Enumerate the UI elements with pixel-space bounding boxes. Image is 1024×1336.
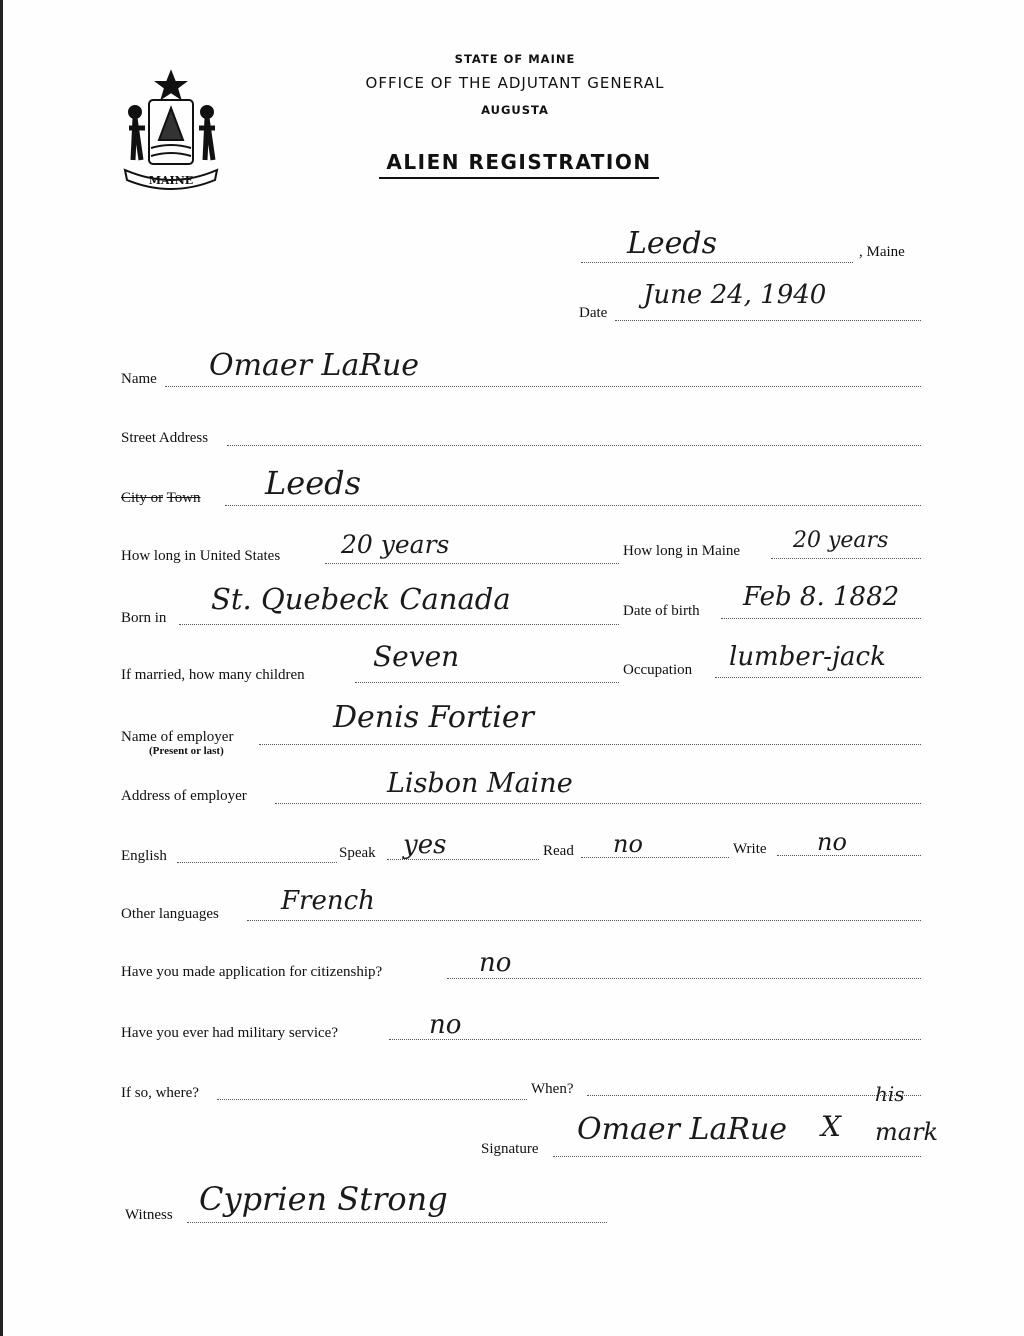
when-label: When? <box>531 1081 574 1097</box>
speak-label: Speak <box>339 845 376 861</box>
read-label: Read <box>543 843 574 859</box>
write-label: Write <box>733 841 767 857</box>
name-line <box>165 386 921 387</box>
born-in-value: St. Quebeck Canada <box>211 582 511 616</box>
occupation-value: lumber-jack <box>729 642 886 672</box>
date-of-birth-value: Feb 8. 1882 <box>743 582 900 612</box>
svg-text:MAINE: MAINE <box>148 174 194 187</box>
signature-mark-x: X <box>821 1110 841 1143</box>
how-long-maine-value: 20 years <box>793 528 889 553</box>
employer-sublabel: (Present or last) <box>149 745 224 757</box>
citizenship-value: no <box>479 948 512 978</box>
other-languages-value: French <box>281 886 375 916</box>
english-label: English <box>121 848 167 864</box>
read-line <box>581 857 729 858</box>
name-value: Omaer LaRue <box>209 348 420 383</box>
signature-mark-word: mark <box>875 1118 939 1146</box>
header-city: AUGUSTA <box>481 103 549 117</box>
form-title: ALIEN REGISTRATION <box>386 150 652 174</box>
place-suffix: , Maine <box>859 244 905 260</box>
military-value: no <box>429 1010 462 1040</box>
how-long-us-label: How long in United States <box>121 548 281 564</box>
header-state: STATE OF MAINE <box>454 52 576 66</box>
write-value: no <box>817 828 847 856</box>
employer-label: Name of employer <box>121 729 234 745</box>
write-line <box>777 855 921 856</box>
witness-label: Witness <box>125 1207 173 1223</box>
military-line <box>389 1039 921 1040</box>
header-office: OFFICE OF THE ADJUTANT GENERAL <box>365 74 665 92</box>
how-long-maine-label: How long in Maine <box>623 543 741 559</box>
date-of-birth-label: Date of birth <box>623 603 700 619</box>
place-line <box>581 262 853 263</box>
military-label: Have you ever had military service? <box>121 1025 338 1041</box>
if-so-where-label: If so, where? <box>121 1085 199 1101</box>
title-underline <box>379 177 659 179</box>
date-label: Date <box>579 305 608 321</box>
city-town-value: Leeds <box>265 464 362 502</box>
employer-address-label: Address of employer <box>121 788 247 804</box>
if-so-where-line <box>217 1099 527 1100</box>
signature-his: his <box>875 1082 905 1106</box>
occupation-label: Occupation <box>623 662 693 678</box>
street-address-line <box>227 445 921 446</box>
read-value: no <box>613 830 643 858</box>
city-town-label: City or Town <box>121 490 201 506</box>
other-languages-label: Other languages <box>121 906 219 922</box>
date-value: June 24, 1940 <box>643 280 827 310</box>
employer-line <box>259 744 921 745</box>
other-languages-line <box>247 920 921 921</box>
place-value: Leeds <box>627 226 718 261</box>
how-long-us-value: 20 years <box>341 530 450 559</box>
english-line <box>177 862 337 863</box>
citizenship-label: Have you made application for citizenship? <box>121 964 383 980</box>
children-line <box>355 682 619 683</box>
born-in-label: Born in <box>121 610 167 626</box>
signature-label: Signature <box>481 1141 539 1157</box>
date-line <box>615 320 921 321</box>
when-line <box>587 1095 921 1096</box>
how-long-maine-line <box>771 558 921 559</box>
employer-address-line <box>275 803 921 804</box>
employer-value: Denis Fortier <box>333 700 534 735</box>
occupation-line <box>715 677 921 678</box>
children-label: If married, how many children <box>121 667 305 683</box>
witness-value: Cyprien Strong <box>199 1180 448 1218</box>
citizenship-line <box>447 978 921 979</box>
name-label: Name <box>121 371 157 387</box>
signature-line <box>553 1156 921 1157</box>
employer-address-value: Lisbon Maine <box>387 768 573 799</box>
date-of-birth-line <box>721 618 921 619</box>
street-address-label: Street Address <box>121 430 209 446</box>
children-value: Seven <box>373 640 460 673</box>
signature-value: Omaer LaRue <box>577 1112 788 1147</box>
speak-value: yes <box>403 830 447 860</box>
witness-line <box>187 1222 607 1223</box>
how-long-us-line <box>325 563 619 564</box>
born-in-line <box>179 624 619 625</box>
city-town-line <box>225 505 921 506</box>
